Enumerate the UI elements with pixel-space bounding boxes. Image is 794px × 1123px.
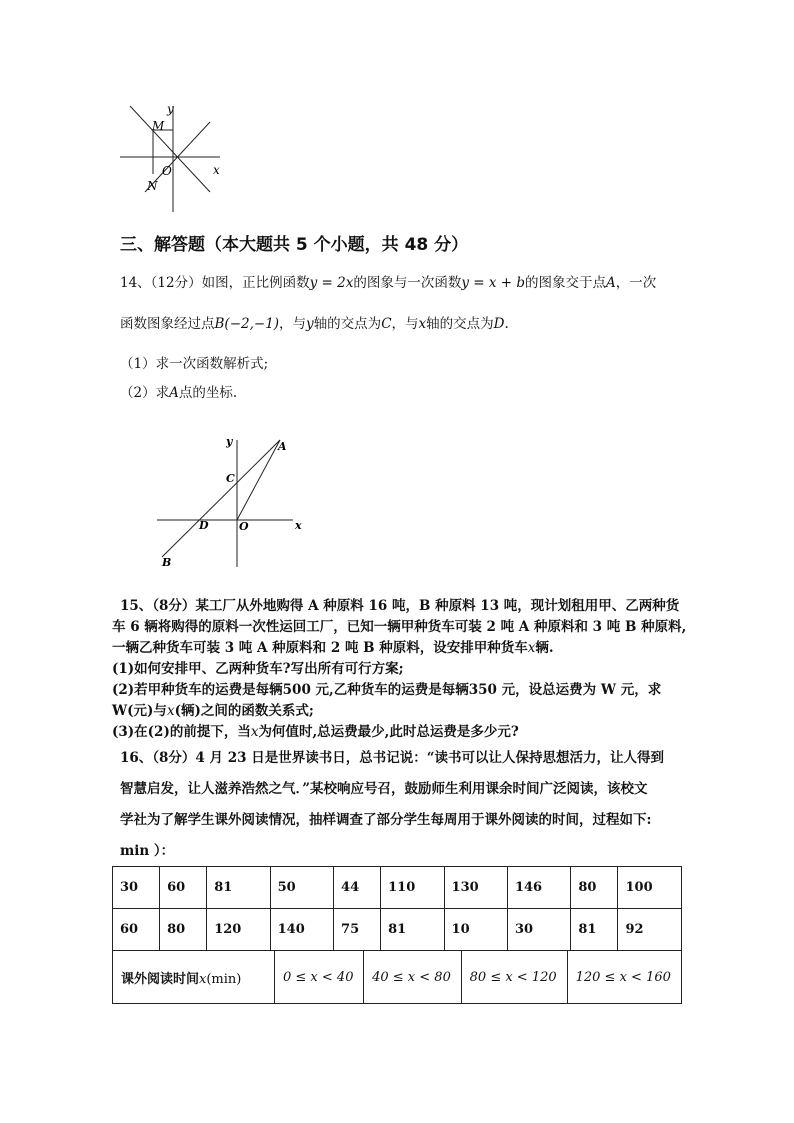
q15-text: 为何值时,总运费最少,此时总运费是多少元? — [258, 724, 519, 740]
line-ab — [162, 440, 280, 557]
table-cell: 146 — [507, 867, 570, 909]
q15-text: (辆)之间的函数关系式; — [174, 703, 314, 719]
table-cell: 92 — [618, 909, 682, 951]
range-label-cell — [113, 951, 275, 1004]
section-title: 三、解答题（本大题共 5 个小题，共 48 分） — [120, 235, 469, 255]
table-cell: 10 — [444, 909, 507, 951]
table-row — [113, 951, 682, 1004]
fig1-label-o: O — [162, 164, 172, 178]
table-cell: 140 — [270, 909, 333, 951]
q14-axis-x: x — [418, 316, 427, 332]
q15-line3 — [112, 638, 554, 658]
q14-text: ，一次 — [615, 275, 657, 291]
table-cell: 110 — [381, 867, 444, 909]
q15-sub3 — [112, 722, 519, 742]
figure-coordinate-lines — [115, 102, 225, 214]
q15-line1: 15、（8分）某工厂从外地购得 A 种原料 16 吨，B 种原料 13 吨，现计划租用甲、乙两种货 — [120, 598, 680, 614]
q16-line4: min ）： — [120, 843, 175, 859]
q15-sub2-line1: (2)若甲种货车的运费是每辆500 元,乙种货车的运费是每辆350 元，设总运费为 W 元，求 — [112, 682, 662, 698]
table-row — [113, 867, 682, 909]
table-cell: 120 — [207, 909, 270, 951]
figure-intersecting-lines — [155, 432, 310, 572]
q14-text: ，与 — [391, 316, 419, 332]
q14-eq1: y = 2x — [309, 275, 354, 291]
table-cell: 30 — [507, 909, 570, 951]
fig1-label-y: y — [167, 102, 174, 116]
line-oa — [237, 440, 280, 520]
table-cell: 50 — [270, 867, 333, 909]
q14-part2-text: 点的坐标. — [178, 385, 238, 401]
table-cell: 80 — [160, 909, 207, 951]
q14-text: ，与 — [279, 316, 307, 332]
table-cell: 30 — [113, 867, 160, 909]
range-label-var: x — [199, 971, 207, 987]
q15-sub2-line2 — [112, 701, 314, 721]
q15-text: W(元)与 — [112, 703, 167, 719]
q15-text: (3)在(2)的前提下，当 — [112, 724, 251, 740]
q15-var-x: x — [527, 640, 536, 656]
fig2-label-d: D — [199, 519, 209, 532]
q15-sub1: (1)如何安排甲、乙两种货车?写出所有可行方案; — [112, 661, 404, 677]
q14-point-c: C — [381, 316, 392, 332]
table-cell: 81 — [207, 867, 270, 909]
q15-line2: 车 6 辆将购得的原料一次性运回工厂，已知一辆甲种货车可装 2 吨 A 种原料和 3 吨 B 种原料, — [112, 619, 687, 635]
q14-intro: 14、（12分）如图，正比例函数 — [120, 275, 310, 291]
q16-line1: 16、（8分）4 月 23 日是世界读书日，总书记说：“读书可以让人保持思想活力，让人得到 — [120, 750, 664, 766]
reading-time-data-table — [112, 866, 682, 951]
q14-point-a: A — [606, 275, 616, 291]
q14-line1 — [120, 273, 656, 293]
q14-text: 的图象交于点 — [525, 275, 607, 291]
reading-time-range-table — [112, 950, 682, 1004]
q15-text: 辆. — [535, 640, 554, 656]
q14-point-d: D — [493, 316, 505, 332]
table-cell: 60 — [160, 867, 207, 909]
q14-eq2: y = x + b — [461, 275, 526, 291]
q14-text: 的图象与一次函数 — [353, 275, 462, 291]
range-cell: 0 ≤ x < 40 — [275, 951, 364, 1004]
table-cell: 81 — [381, 909, 444, 951]
range-label: 课外阅读时间 — [121, 971, 200, 987]
line-one — [130, 106, 210, 192]
fig2-label-y: y — [226, 435, 233, 448]
q14-text: . — [504, 316, 509, 332]
range-label-unit: (min) — [206, 971, 242, 987]
fig2-label-b: B — [162, 556, 172, 569]
q14-text: 轴的交点为 — [313, 316, 382, 332]
q14-part2-point: A — [169, 385, 179, 401]
fig2-label-o: O — [239, 520, 249, 533]
range-cell: 40 ≤ x < 80 — [364, 951, 462, 1004]
q15-text: 一辆乙种货车可装 3 吨 A 种原料和 2 吨 B 种原料，设安排甲种货车 — [112, 640, 528, 656]
q14-part1: （1）求一次函数解析式; — [120, 356, 269, 372]
table-cell: 81 — [571, 909, 618, 951]
table-cell: 44 — [334, 867, 381, 909]
table-cell: 60 — [113, 909, 160, 951]
q14-part2 — [120, 383, 237, 403]
range-cell: 120 ≤ x < 160 — [567, 951, 681, 1004]
range-cell: 80 ≤ x < 120 — [461, 951, 567, 1004]
q14-text: 轴的交点为 — [426, 316, 494, 332]
fig2-label-a: A — [278, 440, 287, 453]
table-cell: 130 — [444, 867, 507, 909]
fig1-label-n: N — [147, 179, 158, 193]
q14-point-b: B(−2,−1) — [214, 316, 280, 332]
fig1-label-m: M — [152, 119, 165, 133]
fig2-label-x: x — [295, 519, 302, 532]
table-cell: 100 — [618, 867, 682, 909]
q14-part2-text: （2）求 — [120, 385, 170, 401]
q15-var-x: x — [166, 703, 175, 719]
fig1-label-x: x — [213, 163, 220, 177]
fig2-label-c: C — [226, 472, 235, 485]
table-cell: 75 — [334, 909, 381, 951]
q16-line2: 智慧启发，让人滋养浩然之气．”某校响应号召，鼓励师生利用课余时间广泛阅读，该校文 — [120, 781, 648, 797]
q16-line3: 学社为了解学生课外阅读情况，抽样调查了部分学生每周用于课外阅读的时间，过程如下: — [120, 812, 652, 828]
q14-line2 — [120, 314, 509, 334]
table-row — [113, 909, 682, 951]
q14-axis-y: y — [306, 316, 314, 332]
table-cell: 80 — [571, 867, 618, 909]
q15-var-x: x — [250, 724, 259, 740]
q14-text: 函数图象经过点 — [120, 316, 215, 332]
